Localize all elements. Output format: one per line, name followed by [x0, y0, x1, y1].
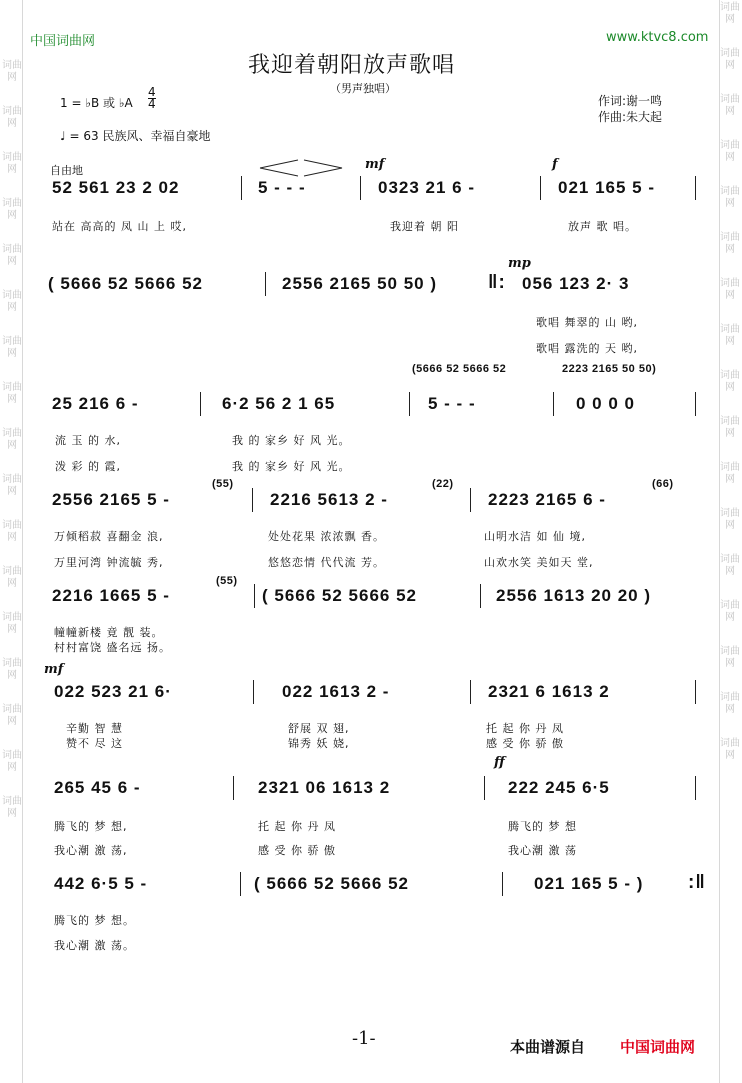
source-label: 本曲谱源自	[510, 1038, 586, 1056]
tempo-marking: ♩ = 63 民族风、幸福自豪地	[60, 129, 211, 143]
measure-4-3: 2223 2165 6 -	[488, 490, 606, 509]
measure-3-2: 6·2 56 2 1 65	[222, 394, 336, 413]
lyric-line-1b: 我迎着 朝 阳	[390, 220, 459, 233]
barline	[502, 872, 503, 896]
barline	[470, 680, 471, 704]
lyric-line-3a-1: 流 玉 的 水,	[55, 434, 121, 447]
measure-1-2: 5 - - -	[258, 178, 306, 197]
barline	[695, 680, 696, 704]
lyric-line-6a-1: 辛勤 智 慧	[66, 722, 123, 735]
song-subtitle: （男声独唱）	[330, 82, 396, 95]
small-notes-5: (55)	[216, 575, 238, 587]
lyric-line-6a-3: 托 起 你 丹 凤	[486, 722, 564, 735]
site-name-left[interactable]: 中国词曲网	[30, 34, 96, 49]
barline	[241, 176, 242, 200]
lyric-line-7a-3: 腾飞的 梦 想	[508, 820, 577, 833]
measure-2-3: 056 123 2· 3	[522, 274, 630, 293]
barline	[200, 392, 201, 416]
barline	[695, 176, 696, 200]
barline	[540, 176, 541, 200]
lyric-line-4a-3: 山明水洁 如 仙 境,	[484, 530, 586, 543]
lyric-line-4b-1: 万里河湾 钟流毓 秀,	[54, 556, 164, 569]
small-measure-3-2: 2223 2165 50 50)	[562, 363, 657, 375]
lyricist: 作词:谢一鸣	[598, 94, 663, 108]
barline	[233, 776, 234, 800]
site-url-right[interactable]: www.ktvc8.com	[606, 30, 709, 45]
barline	[480, 584, 481, 608]
lyric-line-4a-1: 万倾稻菽 喜翻金 浪,	[54, 530, 164, 543]
barline	[265, 272, 266, 296]
measure-4-1: 2556 2165 5 -	[52, 490, 170, 509]
free-tempo-marking: 自由地	[50, 164, 83, 177]
dynamic-mp: mp	[508, 256, 531, 271]
small-notes-4-3: (66)	[652, 478, 674, 490]
repeat-start-icon: ‖:	[488, 272, 506, 293]
measure-5-1: 2216 1665 5 -	[52, 586, 170, 605]
dynamic-mf: mf	[44, 662, 64, 677]
lyric-line-7b-1: 我心潮 激 荡,	[54, 844, 128, 857]
repeat-end-icon: :‖	[688, 872, 706, 893]
measure-7-1: 265 45 6 -	[54, 778, 141, 797]
barline	[360, 176, 361, 200]
barline	[470, 488, 471, 512]
measure-6-2: 022 1613 2 -	[282, 682, 390, 701]
lyric-line-8a: 腾飞的 梦 想。	[54, 914, 135, 927]
lyric-line-3b-1: 泼 彩 的 霞,	[55, 460, 121, 473]
measure-6-1: 022 523 21 6·	[54, 682, 172, 701]
measure-2-1: ( 5666 52 5666 52	[48, 274, 204, 293]
lyric-line-2b: 歌唱 露洗的 天 哟,	[536, 342, 638, 355]
measure-2-2: 2556 2165 50 50 )	[282, 274, 438, 293]
measure-3-4: 0 0 0 0	[576, 394, 635, 413]
lyric-line-4a-2: 处处花果 浓浓飘 香。	[268, 530, 385, 543]
barline	[253, 680, 254, 704]
measure-7-3: 222 245 6·5	[508, 778, 610, 797]
measure-1-4: 021 165 5 -	[558, 178, 656, 197]
measure-3-3: 5 - - -	[428, 394, 476, 413]
small-notes-4-1: (55)	[212, 478, 234, 490]
measure-6-3: 2321 6 1613 2	[488, 682, 610, 701]
page-number: -1-	[352, 1028, 376, 1049]
crescendo-decrescendo-icon	[258, 158, 348, 178]
lyric-line-6b-2: 锦秀 妖 娆,	[288, 737, 350, 750]
quarter-note-icon: ♩	[60, 129, 66, 143]
measure-8-1: 442 6·5 5 -	[54, 874, 148, 893]
composer: 作曲:朱大起	[598, 110, 663, 124]
source-site-link[interactable]: 中国词曲网	[620, 1038, 696, 1056]
lyric-line-7a-1: 腾飞的 梦 想,	[54, 820, 128, 833]
lyric-line-4b-3: 山欢水笑 美如天 堂,	[484, 556, 594, 569]
lyric-line-7b-3: 我心潮 激 荡	[508, 844, 577, 857]
key-signature: 1 = ♭B 或 ♭A	[60, 96, 133, 110]
measure-4-2: 2216 5613 2 -	[270, 490, 388, 509]
lyric-line-1a: 站在 高高的 凤 山 上 哎,	[52, 220, 187, 233]
barline	[553, 392, 554, 416]
lyric-line-6a-2: 舒展 双 翅,	[288, 722, 350, 735]
lyric-line-7a-2: 托 起 你 丹 凤	[258, 820, 336, 833]
dynamic-f: f	[552, 157, 558, 172]
song-title: 我迎着朝阳放声歌唱	[248, 53, 456, 78]
measure-1-1: 52 561 23 2 02	[52, 178, 180, 197]
measure-7-2: 2321 06 1613 2	[258, 778, 391, 797]
barline	[240, 872, 241, 896]
measure-3-1: 25 216 6 -	[52, 394, 139, 413]
lyric-line-5a: 幢幢新楼 竟 靓 装。	[54, 626, 164, 639]
measure-5-3: 2556 1613 20 20 )	[496, 586, 652, 605]
lyric-line-6b-1: 赞不 尽 这	[66, 737, 123, 750]
measure-1-3: 0323 21 6 -	[378, 178, 476, 197]
dynamic-ff: ff	[494, 755, 505, 770]
barline	[695, 776, 696, 800]
lyric-line-6b-3: 感 受 你 骄 傲	[486, 737, 564, 750]
time-signature: 4 4	[148, 85, 156, 111]
lyric-line-1c: 放声 歌 唱。	[568, 220, 637, 233]
lyric-line-7b-2: 感 受 你 骄 傲	[258, 844, 336, 857]
measure-8-3: 021 165 5 - )	[534, 874, 644, 893]
lyric-line-2a: 歌唱 舞翠的 山 哟,	[536, 316, 638, 329]
lyric-line-3a-2: 我 的 家乡 好 风 光。	[232, 434, 351, 447]
small-notes-4-2: (22)	[432, 478, 454, 490]
lyric-line-4b-2: 悠悠恋情 代代流 芳。	[268, 556, 385, 569]
left-watermark-column: 词曲网 词曲网 词曲网 词曲网 词曲网 词曲网 词曲网 词曲网 词曲网 词曲网 词曲网 词曲网 词曲网 词曲网 词曲网 词曲网 词曲网	[2, 60, 22, 819]
lyric-line-8b: 我心潮 激 荡。	[54, 939, 135, 952]
barline	[252, 488, 253, 512]
lyric-line-3b-2: 我 的 家乡 好 风 光。	[232, 460, 351, 473]
barline	[484, 776, 485, 800]
barline	[409, 392, 410, 416]
dynamic-mf: mf	[365, 157, 385, 172]
right-watermark-column: 词曲网 词曲网 词曲网 词曲网 词曲网 词曲网 词曲网 词曲网 词曲网 词曲网 词曲网 词曲网 词曲网 词曲网 词曲网 词曲网 词曲网	[720, 2, 740, 761]
barline	[254, 584, 255, 608]
measure-5-2: ( 5666 52 5666 52	[262, 586, 418, 605]
barline	[695, 392, 696, 416]
measure-8-2: ( 5666 52 5666 52	[254, 874, 410, 893]
lyric-line-5b: 村村富饶 盛名远 扬。	[54, 641, 171, 654]
small-measure-3-1: (5666 52 5666 52	[412, 363, 507, 375]
